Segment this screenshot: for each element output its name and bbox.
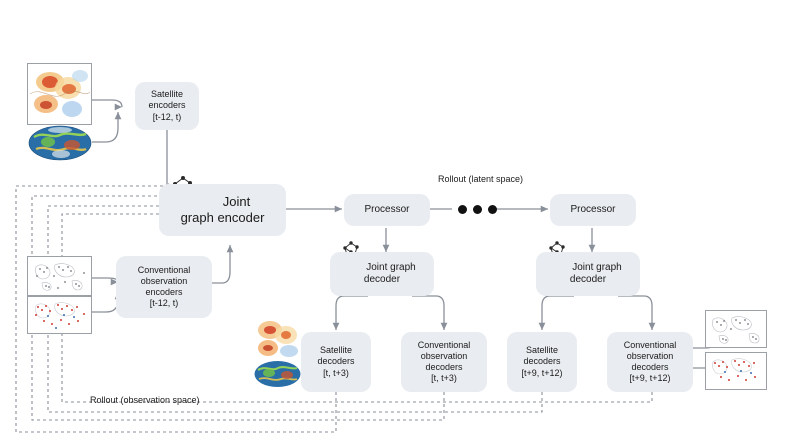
ellipsis-dots — [458, 205, 497, 214]
processor-1-label: Processor — [364, 203, 410, 215]
dot-3 — [488, 205, 497, 214]
conventional-encoders-line3: encoders — [145, 287, 183, 297]
satellite-decoders-2-line1: Satellite — [525, 345, 559, 356]
satellite-output-heatmap — [253, 316, 301, 360]
satellite-encoders-line1: Satellite — [150, 89, 184, 100]
satellite-input-globe — [28, 125, 92, 161]
node-joint-graph-decoder-2[interactable] — [536, 252, 640, 296]
satellite-output-globe — [254, 360, 301, 388]
satellite-decoders-1-line1: Satellite — [319, 345, 353, 356]
joint-graph-decoder-2-line1: Joint graph — [572, 261, 622, 273]
satellite-encoders-line2: encoders — [148, 100, 186, 111]
satellite-decoders-2-line3: [t+9, t+12) — [521, 367, 563, 378]
joint-graph-encoder-line1: Joint — [222, 193, 251, 209]
joint-graph-decoder-1-line2: decoder — [363, 274, 401, 285]
node-satellite-decoders-1[interactable] — [301, 332, 371, 392]
conventional-input-map-gray — [27, 256, 92, 296]
conventional-decoders-1-line2: observation — [420, 350, 468, 361]
conventional-decoders-2-line2: observation — [626, 350, 674, 361]
node-processor-1[interactable] — [344, 194, 430, 226]
node-joint-graph-encoder[interactable] — [159, 184, 286, 236]
conventional-encoders-line1: Conventional — [137, 264, 191, 275]
conventional-encoders-line2: observation — [140, 275, 188, 286]
node-joint-graph-decoder-1[interactable] — [330, 252, 434, 296]
node-conventional-decoders-2[interactable] — [607, 332, 693, 392]
scatter-red-thumb-svg — [28, 297, 91, 333]
conventional-decoders-2-line3: decoders — [631, 362, 669, 372]
processor-2-label: Processor — [570, 203, 616, 215]
satellite-encoders-line3: [t-12, t) — [152, 111, 182, 122]
heatmap-out-svg — [253, 316, 301, 360]
heatmap-thumb-svg — [28, 64, 91, 124]
label-rollout-observation: Rollout (observation space) — [90, 395, 200, 405]
scatter-red-out-svg — [706, 353, 766, 389]
joint-graph-encoder-line2: graph encoder — [180, 210, 265, 225]
conventional-decoders-2-line1: Conventional — [623, 339, 677, 350]
conventional-decoders-1-line3: decoders — [425, 362, 463, 372]
joint-graph-decoder-1-line1: Joint graph — [366, 261, 416, 273]
satellite-input-map-top — [27, 63, 92, 125]
conventional-decoders-1-line1: Conventional — [417, 339, 471, 350]
conventional-output-map-red — [705, 352, 767, 390]
node-conventional-encoders[interactable] — [116, 256, 212, 318]
conventional-decoders-1-line4: [t, t+3) — [431, 373, 457, 384]
satellite-decoders-2-line2: decoders — [523, 356, 561, 367]
conventional-input-map-red — [27, 296, 92, 334]
joint-graph-decoder-2-line2: decoder — [569, 274, 607, 285]
label-rollout-latent: Rollout (latent space) — [438, 174, 524, 184]
scatter-gray-out-svg — [706, 311, 766, 347]
satellite-decoders-1-line3: [t, t+3) — [323, 367, 349, 378]
dot-1 — [458, 205, 467, 214]
node-satellite-decoders-2[interactable] — [507, 332, 577, 392]
node-processor-2[interactable] — [550, 194, 636, 226]
conventional-encoders-line4: [t-12, t) — [149, 298, 179, 309]
globe-out-svg — [254, 360, 301, 388]
node-satellite-encoders[interactable] — [135, 82, 199, 130]
scatter-gray-thumb-svg — [28, 257, 91, 295]
node-conventional-decoders-1[interactable] — [401, 332, 487, 392]
conventional-output-map-gray — [705, 310, 767, 348]
conventional-decoders-2-line4: [t+9, t+12) — [629, 373, 671, 384]
globe-thumb-svg — [28, 125, 92, 161]
dot-2 — [473, 205, 482, 214]
satellite-decoders-1-line2: decoders — [317, 356, 355, 367]
